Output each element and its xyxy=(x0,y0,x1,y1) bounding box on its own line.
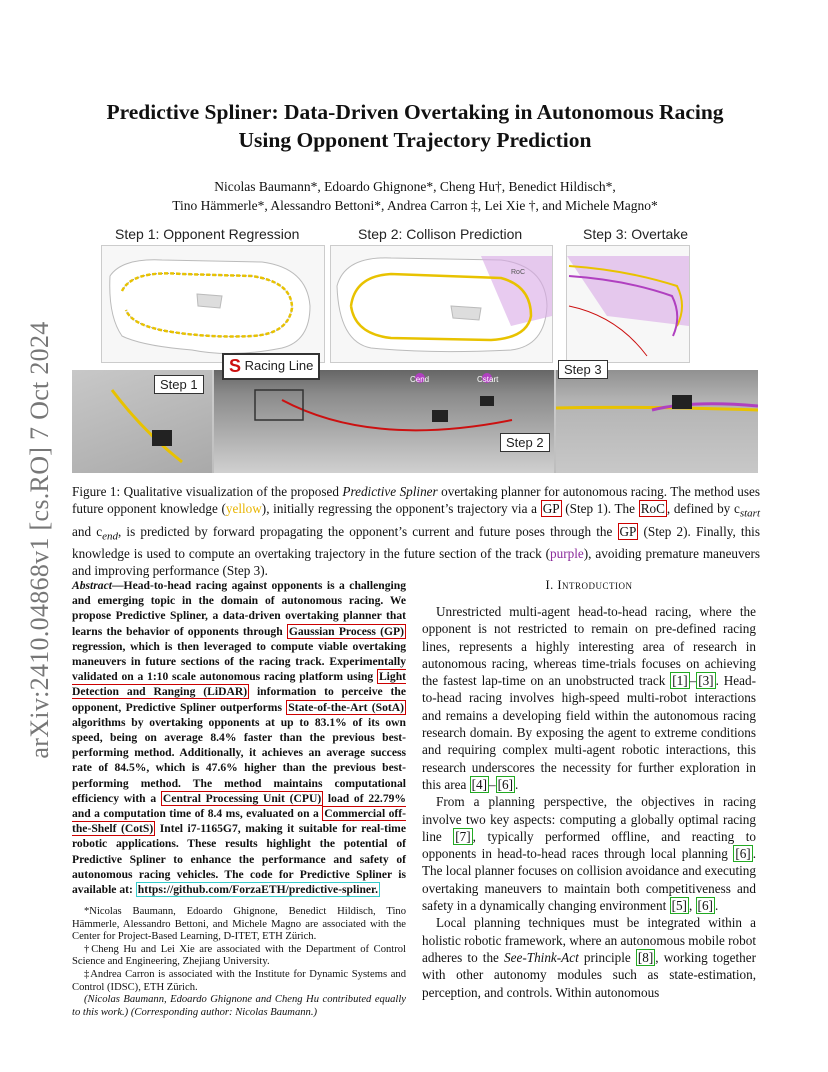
citation-link[interactable]: [6] xyxy=(497,776,513,792)
code-url-link[interactable]: https://github.com/ForzaETH/predictive-spliner. xyxy=(137,883,379,897)
gp-link[interactable]: GP xyxy=(542,501,560,516)
footnote: *Nicolas Baumann, Edoardo Ghignone, Benedict Hildisch, Tino Hämmerle, Alessandro Bettoni, and Michele Magno are associated with the Center for Project-Based Learning, D-ITET, ETH Zürich. xyxy=(72,906,406,943)
intro-paragraph-3 xyxy=(422,914,756,1000)
footnote: ‡Andrea Carron is associated with the Institute for Dynamic Systems and Control (IDSC), ETH Zürich. xyxy=(72,968,406,993)
authors-line-1: Nicolas Baumann*, Edoardo Ghignone*, Cheng Hu†, Benedict Hildisch*, xyxy=(214,179,616,194)
section-heading: I. Introduction xyxy=(545,578,633,592)
caption-text: and c xyxy=(72,523,103,539)
caption-emph: Predictive Spliner xyxy=(342,484,438,499)
step3-track-map xyxy=(566,245,690,363)
caption-text: (Step 1). The xyxy=(561,501,639,516)
citation-link[interactable]: [8] xyxy=(637,949,654,965)
body-text: . xyxy=(514,776,519,792)
roc-link[interactable]: RoC xyxy=(640,501,665,516)
caption-text: , defined by c xyxy=(666,501,740,516)
body-emph: See-Think-Act xyxy=(504,949,579,965)
caption-purple: purple xyxy=(550,546,584,562)
step2-track-svg xyxy=(331,246,552,362)
body-text: . Head-to-head racing involves high-speed multi-robot interactions and remains a developing field within the autonomous racing research domain. By exposing the agent to extreme conditions and requiring complex multi-agent robotic interactions, this research underscores the necessity for further exploration in this area xyxy=(422,673,756,792)
citation-link[interactable]: [5] xyxy=(671,898,687,914)
abstract xyxy=(72,578,406,897)
citation-link[interactable]: [4] xyxy=(471,776,487,792)
body-text: , typically performed offline, and reacting to opponents in head-to-head races through local planning xyxy=(422,828,756,862)
body-text: . xyxy=(714,898,719,914)
step1-callout: Step 1 xyxy=(154,375,204,394)
abstract-heading: Abstract xyxy=(72,579,112,592)
racing-line-label: Racing Line xyxy=(244,357,314,373)
arxiv-side-stamp xyxy=(20,290,60,790)
paper-title xyxy=(60,98,770,154)
abstract-text: —Head-to-head racing against opponents is a challenging and emerging topic in the domain of autonomous racing. We propose Predictive Spliner, a data-driven overtaking planner that learns the behavior of opponents through xyxy=(72,579,406,638)
cots-link[interactable]: Commercial off-the-Shelf (CotS) xyxy=(72,807,406,836)
step3-track-svg xyxy=(567,246,689,362)
body-text: , xyxy=(688,898,696,914)
body-text: – xyxy=(489,776,496,792)
body-text: principle xyxy=(578,949,636,965)
abstract-text: load of 22.79% and a computation time of 8.4 ms, evaluated on a xyxy=(72,791,407,821)
abstract-text: regression, which is then leveraged to compute viable overtaking maneuvers in future sections of the racing track. Experimentally validated on a 1:10 scale autonomous racing platform using xyxy=(72,639,406,684)
title-line-1: Predictive Spliner: Data-Driven Overtaking in Autonomous Racing xyxy=(106,100,724,124)
caption-text: (Step 2). Finally, this knowledge is used to compute an overtaking trajectory in the future section of the track ( xyxy=(72,523,760,562)
sota-link[interactable]: State-of-the-Art (SotA) xyxy=(288,700,404,714)
caption-yellow: yellow xyxy=(225,501,262,516)
body-text: , working together with other autonomy modules such as state-estimation, perception, and controls. Within autonomous xyxy=(422,949,757,1000)
body-text: – xyxy=(689,673,697,689)
footnotes xyxy=(72,906,406,1019)
citation-link[interactable]: [6] xyxy=(697,898,713,914)
step1-track-map xyxy=(101,245,325,363)
caption-text: overtaking planner for autonomous racing. The method uses future opponent knowledge ( xyxy=(72,484,760,516)
step2-title: Step 2: Collison Prediction xyxy=(358,226,523,242)
left-column xyxy=(72,578,406,897)
citation-link[interactable]: [7] xyxy=(455,828,471,844)
authors-line-2: Tino Hämmerle*, Alessandro Bettoni*, Andrea Carron ‡, Lei Xie †, and Michele Magno* xyxy=(172,198,658,213)
arxiv-id: arXiv:2410.04868v1 [cs.RO] 7 Oct 2024 xyxy=(25,321,54,759)
right-column xyxy=(422,578,756,1001)
racing-line-callout xyxy=(222,353,320,380)
step3-title: Step 3: Overtake xyxy=(583,226,689,242)
citation-link[interactable]: [6] xyxy=(735,846,751,862)
step2-callout: Step 2 xyxy=(500,433,550,452)
body-text: . The local planner focuses on collision avoidance and executing overtaking maneuvers to maintain both competitiveness and safety in a dynamically changing environment xyxy=(422,846,756,914)
roc-label: RoC xyxy=(511,269,526,276)
footnote: †Cheng Hu and Lei Xie are associated with the Department of Control Science and Engineering, Zhejiang University. xyxy=(72,943,406,968)
abstract-text: algorithms by overtaking opponents at up to 83.1% of its own speed, being on average 8.4% faster than the previous best-performing method. Additionally, it achieves an average success rate of 84.5%, which is 47.6% higher than the previous best-performing method. The method maintains computational efficiency with a xyxy=(72,715,406,805)
lidar-link[interactable]: Light Detection and Ranging (LiDAR) xyxy=(72,670,406,699)
c-start-label: Cstart xyxy=(477,375,499,384)
author-list xyxy=(60,177,770,215)
caption-text: , is predicted by forward propagating the opponent’s current and future poses through the xyxy=(117,523,618,539)
racing-line-icon: S xyxy=(229,356,242,376)
footnote: (Nicolas Baumann, Edoardo Ghignone and Cheng Hu contributed equally to this work.) (Corresponding author: Nicolas Baumann.) xyxy=(72,994,406,1018)
step3-callout: Step 3 xyxy=(558,360,608,379)
citation-link[interactable]: [3] xyxy=(698,673,714,689)
body-text: Unrestricted multi-agent head-to-head racing, where the opponent is not restricted to remain on pre-defined racing lines, represents a highly interesting area of research in autonomous racing, whereas time-trials focuses on achieving the fastest lap-time on an unobstructed track xyxy=(422,604,756,689)
step1-track-svg xyxy=(102,246,324,362)
gp-link[interactable]: GP xyxy=(619,523,637,539)
caption-text: ), avoiding premature maneuvers and improving performance (Step 3). xyxy=(72,546,760,579)
body-text: Local planning techniques must be integrated within a holistic robotic framework, where an autonomous mobile robot adheres to the xyxy=(422,915,757,965)
title-line-2: Using Opponent Trajectory Prediction xyxy=(238,128,592,152)
figure-caption xyxy=(72,483,760,579)
caption-sub: start xyxy=(739,507,761,520)
intro-paragraph-2 xyxy=(422,793,756,914)
gp-link[interactable]: Gaussian Process (GP) xyxy=(288,624,404,638)
abstract-text: information to perceive the opponent, Predictive Spliner outperforms xyxy=(72,685,406,714)
caption-sub: end xyxy=(102,530,118,543)
citation-link[interactable]: [1] xyxy=(672,673,688,689)
step1-title: Step 1: Opponent Regression xyxy=(115,226,300,242)
caption-text: Figure 1: Qualitative visualization of the proposed xyxy=(72,484,343,499)
abstract-text: Intel i7-1165G7, making it suitable for real-time robotic applications. These results highlight the potential of Predictive Spliner to enhance the performance and safety of autonomous racing vehicles. The code for Predictive Spliner is available at: xyxy=(72,822,406,897)
step2-track-map xyxy=(330,245,553,363)
caption-text: ), initially regressing the opponent’s trajectory via a xyxy=(261,501,541,516)
cpu-link[interactable]: Central Processing Unit (CPU) xyxy=(162,791,322,805)
c-end-label: Cend xyxy=(410,375,430,384)
figure-1 xyxy=(72,228,758,473)
intro-paragraph-1 xyxy=(422,603,756,793)
body-text: From a planning perspective, the objectives in racing involve two key aspects: computing a globally optimal racing line xyxy=(422,794,756,844)
